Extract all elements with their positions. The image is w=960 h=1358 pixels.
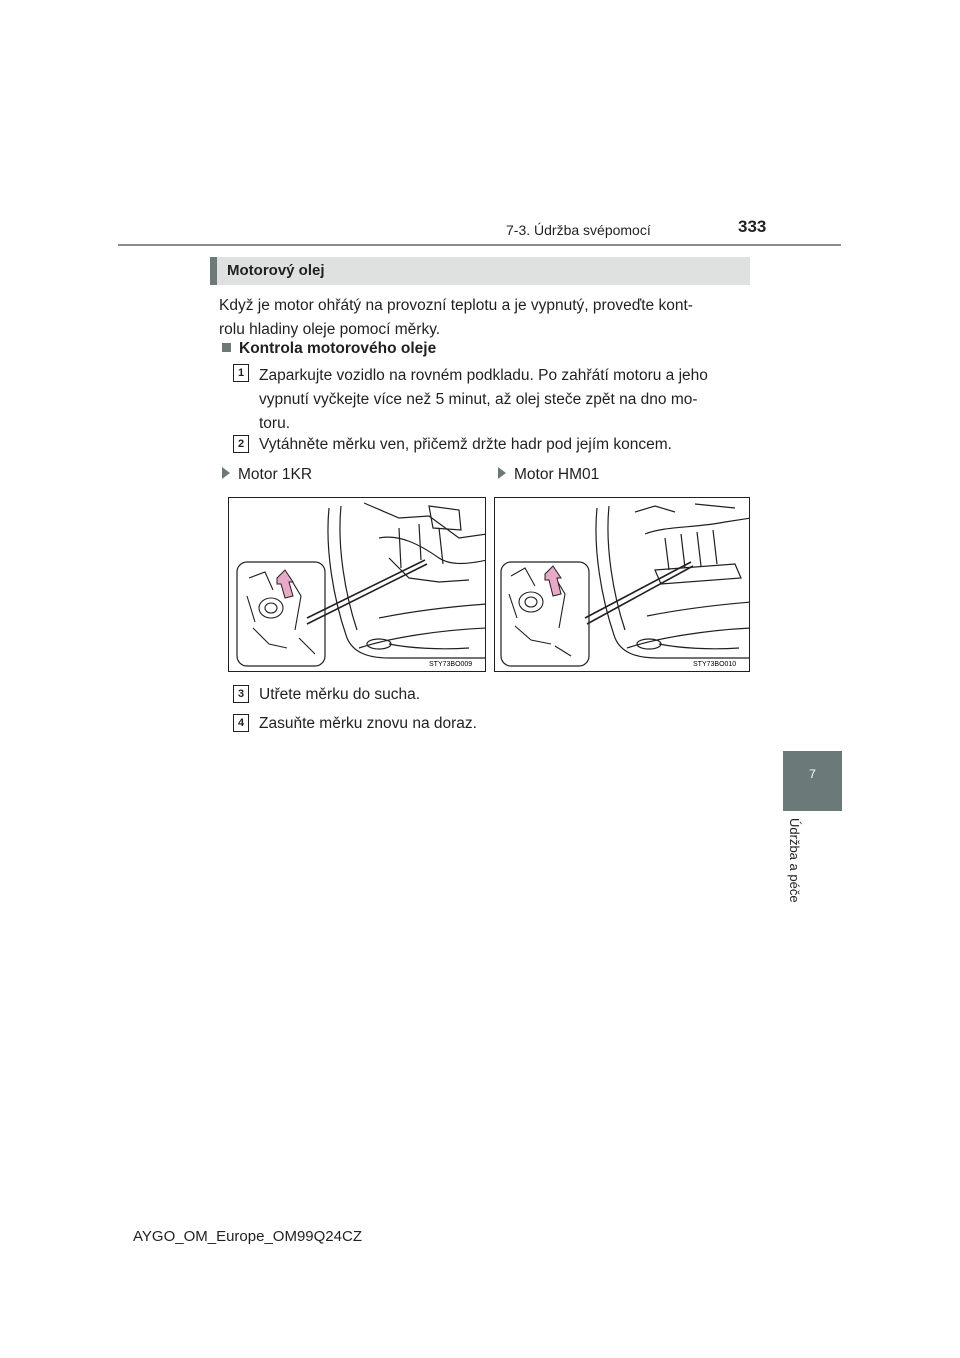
step-number: 2	[233, 435, 249, 453]
triangle-bullet-icon	[222, 467, 230, 479]
section-title: Motorový olej	[210, 257, 750, 285]
step-line: Vytáhněte měrku ven, přičemž držte hadr pod jejím koncem.	[259, 436, 672, 453]
step-2-text	[259, 433, 750, 457]
figure-caption-1kr	[222, 466, 312, 484]
step-4-text	[259, 712, 750, 736]
document-footer: AYGO_OM_Europe_OM99Q24CZ	[133, 1228, 362, 1245]
step-line: Zaparkujte vozidlo na rovném podkladu. Po zahřátí motoru a jeho	[259, 367, 708, 384]
step-number: 3	[233, 685, 249, 703]
intro-paragraph	[219, 294, 750, 342]
chapter-tab[interactable]: 7	[783, 751, 842, 811]
engine-illustration	[229, 498, 486, 672]
triangle-bullet-icon	[498, 467, 506, 479]
step-line: Utřete měrku do sucha.	[259, 686, 421, 703]
engine-illustration	[495, 498, 750, 672]
header-divider	[118, 244, 841, 246]
figure-code: STY73BO010	[693, 661, 737, 668]
caption-text: Motor 1KR	[238, 466, 313, 483]
step-line: Zasuňte měrku znovu na doraz.	[259, 715, 477, 732]
step-3-text	[259, 683, 750, 707]
engine-figure-1kr	[228, 497, 486, 672]
step-number: 4	[233, 714, 249, 732]
engine-figure-hm01	[494, 497, 750, 672]
intro-line: Když je motor ohřátý na provozní teplotu a je vypnutý, proveďte kont-	[219, 297, 693, 314]
subheading-text: Kontrola motorového oleje	[239, 340, 437, 357]
caption-text: Motor HM01	[514, 466, 600, 483]
figure-code: STY73BO009	[429, 661, 473, 668]
intro-line: rolu hladiny oleje pomocí měrky.	[219, 321, 441, 338]
figure-caption-hm01	[498, 466, 599, 484]
subheading	[222, 340, 436, 358]
step-number: 1	[233, 364, 249, 382]
step-1-text	[259, 364, 750, 436]
page-number: 333	[738, 217, 767, 236]
step-line: toru.	[259, 415, 291, 432]
header-section: 7-3. Údržba svépomocí	[506, 222, 651, 238]
chapter-label: Údržba a péče	[787, 818, 802, 903]
step-line: vypnutí vyčkejte více než 5 minut, až olej steče zpět na dno mo-	[259, 391, 698, 408]
square-bullet-icon	[222, 343, 231, 352]
